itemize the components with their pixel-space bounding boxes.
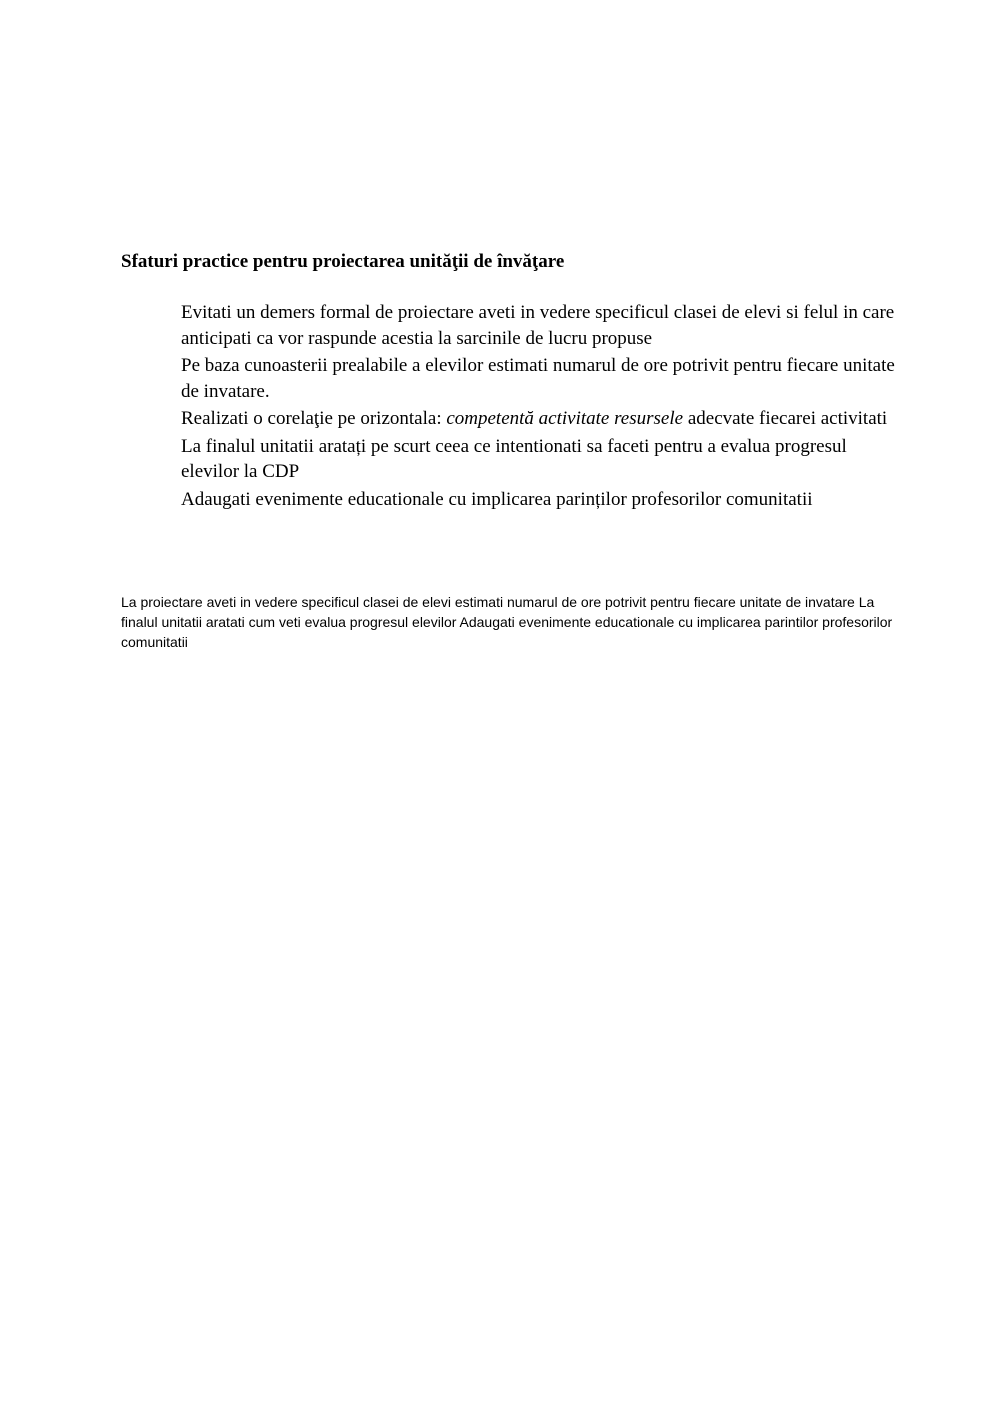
advice-item-italic-text: competentă activitate resursele	[446, 408, 684, 429]
document-title: Sfaturi practice pentru proiectarea unităţii de învăţare	[121, 251, 565, 272]
advice-item: Adaugati evenimente educationale cu implicarea parinților profesorilor comunitatii	[181, 488, 813, 510]
advice-item-text: adecvate fiecarei activitati	[683, 408, 888, 429]
summary-note: La proiectare aveti in vedere specificul clasei de elevi estimati numarul de ore potrivit pentru fiecare unitate de invatare La finalul unitatii aratati cum veti evalua progresul elevilor Adaugati evenimente educationale cu implicarea parintilor profesorilor comunitatii	[121, 594, 893, 650]
advice-item: La finalul unitatii aratați pe scurt ceea ce intentionati sa faceti pentru a evalua progresul elevilor la CDP	[181, 435, 847, 482]
advice-item: Pe baza cunoasterii prealabile a elevilor estimati numarul de ore potrivit pentru fiecare unitate de invatare.	[181, 355, 895, 402]
advice-list	[181, 300, 901, 514]
advice-item: Evitati un demers formal de proiectare aveti in vedere specificul clasei de elevi si felul in care anticipati ca vor raspunde acestia la sarcinile de lucru propuse	[181, 302, 895, 349]
advice-item-text: Realizati o corelaţie pe orizontala:	[181, 408, 447, 429]
advice-item	[181, 406, 901, 432]
